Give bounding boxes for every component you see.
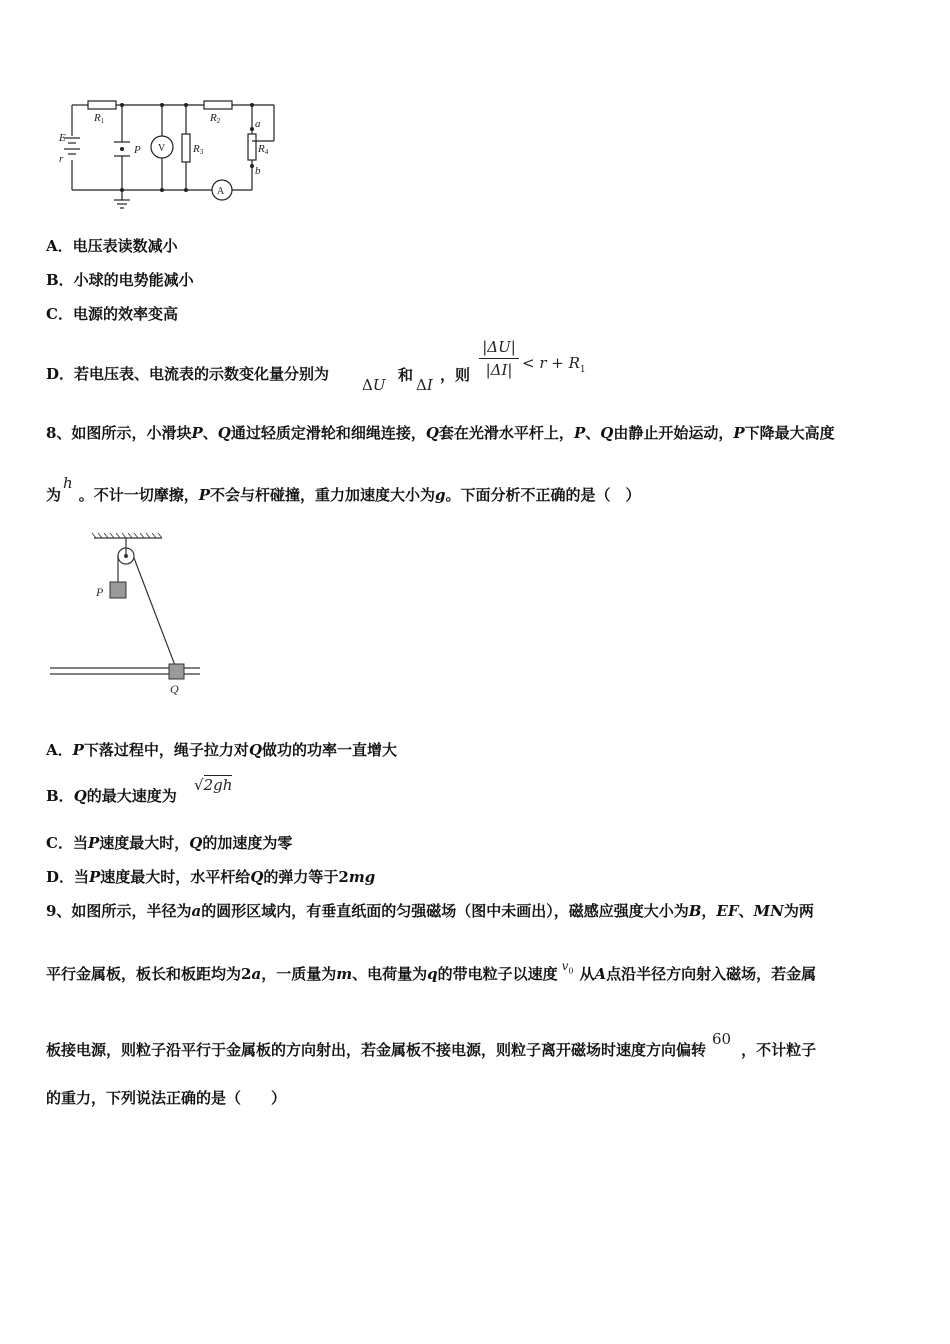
label-R3: R3 [193,143,204,156]
q9-stem-line4: 的重力，下列说法正确的是（ ） [46,1089,287,1107]
sqrt-2gh: √2gh [194,776,233,794]
q7-option-a: A．电压表读数减小 [46,237,178,255]
q7-option-b: B．小球的电势能减小 [46,271,194,289]
label-V: V [158,143,166,154]
q8-option-d: D．当P速度最大时，水平杆给Q的弹力等于2mg [46,868,376,886]
q7-option-c: C．电源的效率变高 [46,305,178,323]
inequality: < $r + R_1$ [522,354,586,375]
fraction-numerator: |ΔU| [479,338,519,359]
q9-stem-line3: 板接电源，则粒子沿平行于金属板的方向射出，若金属板不接电源，则粒子离开磁场时速度方向偏转60，不计粒子 [46,1030,817,1059]
label-r: r [59,153,64,165]
label-E: E [59,132,66,144]
fig-label-Q: Q [170,682,179,696]
fraction [479,338,519,379]
delta-i: ΔI [416,376,433,394]
circuit-diagram [56,96,286,212]
label-b: b [255,165,261,177]
q9-stem-line1: 9、如图所示，半径为a的圆形区域内，有垂直纸面的匀强磁场（图中未画出），磁感应强度大小为B，EF、MN为两 [46,902,814,920]
pulley-figure [48,528,208,700]
label-P: P [134,144,141,156]
q7-option-d: D．若电压表、电流表的示数变化量分别为 [46,365,330,383]
fig-label-P: P [96,585,104,599]
label-A: A [217,186,225,197]
label-a: a [255,118,261,130]
delta-u: ΔU [362,376,386,394]
fraction-denominator: |ΔI| [485,361,513,379]
q8-stem-line1: 8、如图所示，小滑块P、Q通过轻质定滑轮和细绳连接，Q套在光滑水平杆上，P、Q由静止开始运动，P下降最大高度 [46,424,835,442]
label-R4: R4 [258,143,269,156]
q8-option-c: C．当P速度最大时，Q的加速度为零 [46,834,293,852]
label-R2: R2 [210,112,221,125]
q8-option-b: B．Q的最大速度为 [46,787,177,805]
q9-stem-line2: 平行金属板，板长和板距均为2a，一质量为m、电荷量为q的带电粒子以速度 $^{v_0}$ 从A点沿半径方向射入磁场，若金属 [46,959,817,983]
q8-stem-line2: 为h。不计一切摩擦，P不会与杆碰撞，重力加速度大小为g。下面分析不正确的是（ ） [46,474,641,504]
then-word: ，则 [440,366,471,384]
label-R1: R1 [94,112,105,125]
q8-option-a: A．P下落过程中，绳子拉力对Q做功的功率一直增大 [46,741,398,759]
and-word: 和 [398,366,414,384]
